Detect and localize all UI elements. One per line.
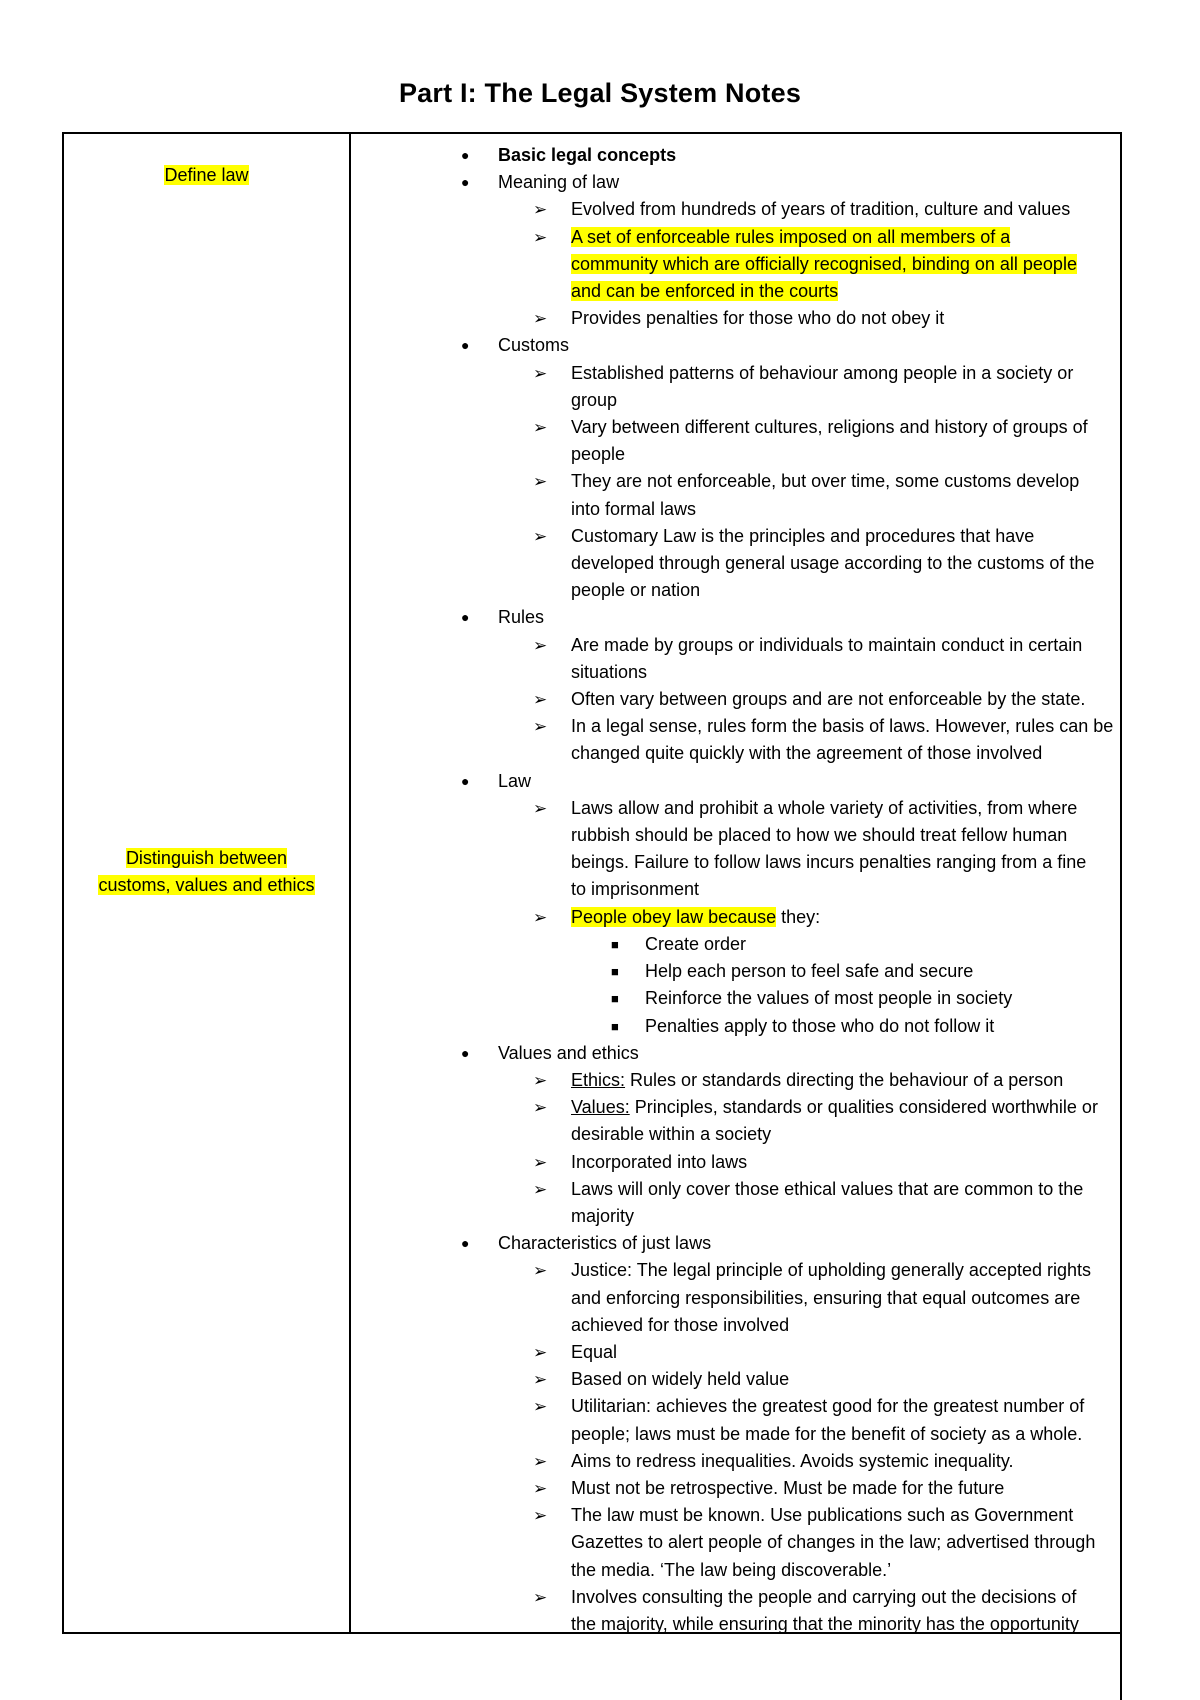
list-item-continuation bbox=[349, 849, 1121, 876]
arrow-bullet-icon: ➢ bbox=[533, 1261, 548, 1281]
table-right-border bbox=[1120, 132, 1122, 1700]
define-law-label: Define law bbox=[164, 165, 249, 185]
list-item bbox=[349, 1230, 1121, 1257]
arrow-bullet-icon: ➢ bbox=[533, 1397, 548, 1417]
list-item bbox=[349, 1040, 1121, 1067]
bullet-dot-icon: ● bbox=[461, 1044, 470, 1061]
list-item bbox=[349, 468, 1121, 495]
list-item bbox=[349, 1502, 1121, 1529]
list-item-continuation bbox=[349, 876, 1121, 903]
list-item-text: Vary between different cultures, religions and history of groups of bbox=[571, 417, 1088, 438]
arrow-bullet-icon: ➢ bbox=[533, 1506, 548, 1526]
list-item bbox=[349, 1013, 1121, 1040]
list-item-text: Law bbox=[498, 770, 532, 791]
list-item-text: Must not be retrospective. Must be made for the future bbox=[571, 1477, 1005, 1498]
list-item-text: Characteristics of just laws bbox=[498, 1233, 712, 1254]
list-item bbox=[349, 1149, 1121, 1176]
list-item-continuation bbox=[349, 1121, 1121, 1148]
list-item-text: Utilitarian: achieves the greatest good for the greatest number of bbox=[571, 1396, 1085, 1417]
list-item-text: Rules bbox=[498, 607, 545, 628]
arrow-bullet-icon: ➢ bbox=[533, 309, 548, 329]
list-item-text: people or nation bbox=[571, 580, 701, 601]
distinguish-label-line-1: Distinguish between bbox=[125, 848, 288, 868]
list-item bbox=[349, 958, 1121, 985]
list-item-continuation bbox=[349, 1285, 1121, 1312]
list-item bbox=[349, 632, 1121, 659]
list-item-text: changed quite quickly with the agreement of those involved bbox=[571, 743, 1043, 764]
list-item bbox=[349, 414, 1121, 441]
list-item-continuation bbox=[349, 822, 1121, 849]
bullet-dot-icon: ● bbox=[461, 174, 470, 191]
list-item-text: Incorporated into laws bbox=[571, 1151, 748, 1172]
list-item-text-suffix: they: bbox=[776, 906, 821, 927]
list-item bbox=[349, 305, 1121, 332]
arrow-bullet-icon: ➢ bbox=[533, 1179, 548, 1199]
list-item-continuation bbox=[349, 740, 1121, 767]
arrow-bullet-icon: ➢ bbox=[533, 526, 548, 546]
bullet-dot-icon: ● bbox=[461, 1235, 470, 1252]
list-item-text: community which are officially recognised, binding on all people bbox=[571, 253, 1077, 274]
list-item-text: majority bbox=[571, 1205, 635, 1226]
list-item-text: Gazettes to alert people of changes in the law; advertised through bbox=[571, 1532, 1096, 1553]
arrow-bullet-icon: ➢ bbox=[533, 717, 548, 737]
list-item-text: desirable within a society bbox=[571, 1124, 772, 1145]
bullet-dot-icon: ● bbox=[461, 337, 470, 354]
list-item bbox=[349, 1393, 1121, 1420]
list-item-text: Meaning of law bbox=[498, 172, 620, 193]
arrow-bullet-icon: ➢ bbox=[533, 200, 548, 220]
list-item-text: developed through general usage according to the customs of the bbox=[571, 553, 1095, 574]
arrow-bullet-icon: ➢ bbox=[533, 472, 548, 492]
list-item-text: Laws will only cover those ethical values that are common to the bbox=[571, 1178, 1084, 1199]
list-item bbox=[349, 196, 1121, 223]
list-item-text: People obey law because bbox=[571, 906, 777, 927]
list-item bbox=[349, 523, 1121, 550]
arrow-bullet-icon: ➢ bbox=[533, 690, 548, 710]
list-item bbox=[349, 1067, 1121, 1094]
topic-label-define-law bbox=[64, 162, 349, 189]
notes-content bbox=[349, 142, 1121, 1638]
square-bullet-icon: ■ bbox=[611, 936, 619, 952]
list-item bbox=[349, 713, 1121, 740]
arrow-bullet-icon: ➢ bbox=[533, 1098, 548, 1118]
list-item-continuation bbox=[349, 577, 1121, 604]
arrow-bullet-icon: ➢ bbox=[533, 907, 548, 927]
list-item-text: rubbish should be placed to how we should treat fellow human bbox=[571, 825, 1068, 846]
term-label: Ethics: bbox=[571, 1069, 626, 1090]
list-item bbox=[349, 686, 1121, 713]
bullet-dot-icon: ● bbox=[461, 147, 470, 163]
list-item-text: achieved for those involved bbox=[571, 1314, 790, 1335]
arrow-bullet-icon: ➢ bbox=[533, 635, 548, 655]
list-item-continuation bbox=[349, 278, 1121, 305]
list-item bbox=[349, 360, 1121, 387]
list-item-continuation bbox=[349, 1421, 1121, 1448]
list-item-text: and can be enforced in the courts bbox=[571, 281, 839, 302]
list-item bbox=[349, 1475, 1121, 1502]
list-item bbox=[349, 604, 1121, 631]
list-item bbox=[349, 1366, 1121, 1393]
list-item bbox=[349, 985, 1121, 1012]
list-item-text: to imprisonment bbox=[571, 879, 700, 900]
list-item-text: group bbox=[571, 389, 618, 410]
list-item bbox=[349, 142, 1121, 169]
list-item bbox=[349, 1094, 1121, 1121]
list-item-text: Values and ethics bbox=[498, 1042, 639, 1063]
arrow-bullet-icon: ➢ bbox=[533, 1152, 548, 1172]
list-item-text: Help each person to feel safe and secure bbox=[645, 961, 974, 982]
list-item-text: Principles, standards or qualities considered worthwhile or bbox=[629, 1097, 1098, 1118]
list-item-text: situations bbox=[571, 661, 648, 682]
list-item-text: Justice: The legal principle of upholding generally accepted rights bbox=[571, 1260, 1091, 1281]
list-item-text: into formal laws bbox=[571, 498, 697, 519]
list-item bbox=[349, 1176, 1121, 1203]
bullet-dot-icon: ● bbox=[461, 609, 470, 626]
list-item-text: They are not enforceable, but over time, some customs develop bbox=[571, 471, 1080, 492]
list-item-text: Penalties apply to those who do not follow it bbox=[645, 1015, 995, 1036]
list-item-text: Reinforce the values of most people in society bbox=[645, 988, 1013, 1009]
list-item-text: Are made by groups or individuals to maintain conduct in certain bbox=[571, 634, 1083, 655]
square-bullet-icon: ■ bbox=[611, 991, 619, 1007]
list-item-continuation bbox=[349, 1312, 1121, 1339]
list-item bbox=[349, 768, 1121, 795]
list-item bbox=[349, 1339, 1121, 1366]
list-item-text: Based on widely held value bbox=[571, 1369, 790, 1390]
page-title: Part I: The Legal System Notes bbox=[398, 78, 802, 108]
list-item-text: Involves consulting the people and carrying out the decisions of bbox=[571, 1586, 1077, 1607]
list-item-text: Customs bbox=[498, 335, 570, 356]
list-item-continuation bbox=[349, 550, 1121, 577]
topic-label-distinguish bbox=[64, 845, 349, 899]
list-item bbox=[349, 1257, 1121, 1284]
list-item bbox=[349, 1584, 1121, 1611]
arrow-bullet-icon: ➢ bbox=[533, 1478, 548, 1498]
notes-table bbox=[62, 132, 1122, 1634]
list-item-text: The law must be known. Use publications such as Government bbox=[571, 1505, 1074, 1526]
list-item bbox=[349, 931, 1121, 958]
list-item-text: Basic legal concepts bbox=[498, 145, 677, 165]
list-item-text: Laws allow and prohibit a whole variety of activities, from where bbox=[571, 797, 1078, 818]
arrow-bullet-icon: ➢ bbox=[533, 1587, 548, 1607]
list-item bbox=[349, 904, 1121, 931]
list-item-text: the media. ‘The law being discoverable.’ bbox=[571, 1559, 892, 1580]
list-item-text: Aims to redress inequalities. Avoids systemic inequality. bbox=[571, 1450, 1014, 1471]
list-item-text: and enforcing responsibilities, ensuring that equal outcomes are bbox=[571, 1287, 1081, 1308]
arrow-bullet-icon: ➢ bbox=[533, 418, 548, 438]
bullet-dot-icon: ● bbox=[461, 772, 470, 789]
list-item bbox=[349, 795, 1121, 822]
list-item-continuation bbox=[349, 441, 1121, 468]
list-item-continuation bbox=[349, 496, 1121, 523]
list-item-text: Rules or standards directing the behaviour of a person bbox=[625, 1069, 1064, 1090]
arrow-bullet-icon: ➢ bbox=[533, 1070, 548, 1090]
list-item-text: beings. Failure to follow laws incurs penalties ranging from a fine bbox=[571, 852, 1087, 873]
list-item-text: the majority, while ensuring that the minority has the opportunity bbox=[571, 1613, 1079, 1634]
term-label: Values: bbox=[571, 1097, 630, 1118]
list-item bbox=[349, 332, 1121, 359]
list-item-text: Often vary between groups and are not enforceable by the state. bbox=[571, 689, 1086, 710]
list-item-text: Create order bbox=[645, 933, 747, 954]
list-item-text: Equal bbox=[571, 1341, 618, 1362]
list-item-text: Evolved from hundreds of years of tradition, culture and values bbox=[571, 199, 1071, 220]
list-item-text: people; laws must be made for the benefit of society as a whole. bbox=[571, 1423, 1083, 1444]
arrow-bullet-icon: ➢ bbox=[533, 1370, 548, 1390]
list-item-continuation bbox=[349, 1611, 1121, 1638]
list-item-continuation bbox=[349, 251, 1121, 278]
list-item-text: Provides penalties for those who do not obey it bbox=[571, 308, 945, 329]
distinguish-label-line-2: customs, values and ethics bbox=[98, 875, 315, 895]
list-item-continuation bbox=[349, 659, 1121, 686]
arrow-bullet-icon: ➢ bbox=[533, 227, 548, 247]
square-bullet-icon: ■ bbox=[611, 964, 619, 980]
list-item-text: Established patterns of behaviour among people in a society or bbox=[571, 362, 1074, 383]
list-item-text: A set of enforceable rules imposed on all members of a bbox=[571, 226, 1011, 247]
list-item-text: people bbox=[571, 444, 626, 465]
square-bullet-icon: ■ bbox=[611, 1018, 619, 1034]
list-item-text: Customary Law is the principles and procedures that have bbox=[571, 525, 1035, 546]
list-item-continuation bbox=[349, 1529, 1121, 1556]
list-item-text: In a legal sense, rules form the basis of laws. However, rules can be bbox=[571, 716, 1114, 737]
list-item-continuation bbox=[349, 1203, 1121, 1230]
arrow-bullet-icon: ➢ bbox=[533, 798, 548, 818]
list-item bbox=[349, 224, 1121, 251]
list-item-continuation bbox=[349, 387, 1121, 414]
arrow-bullet-icon: ➢ bbox=[533, 1451, 548, 1471]
list-item bbox=[349, 169, 1121, 196]
arrow-bullet-icon: ➢ bbox=[533, 1342, 548, 1362]
list-item bbox=[349, 1448, 1121, 1475]
list-item-continuation bbox=[349, 1557, 1121, 1584]
arrow-bullet-icon: ➢ bbox=[533, 363, 548, 383]
